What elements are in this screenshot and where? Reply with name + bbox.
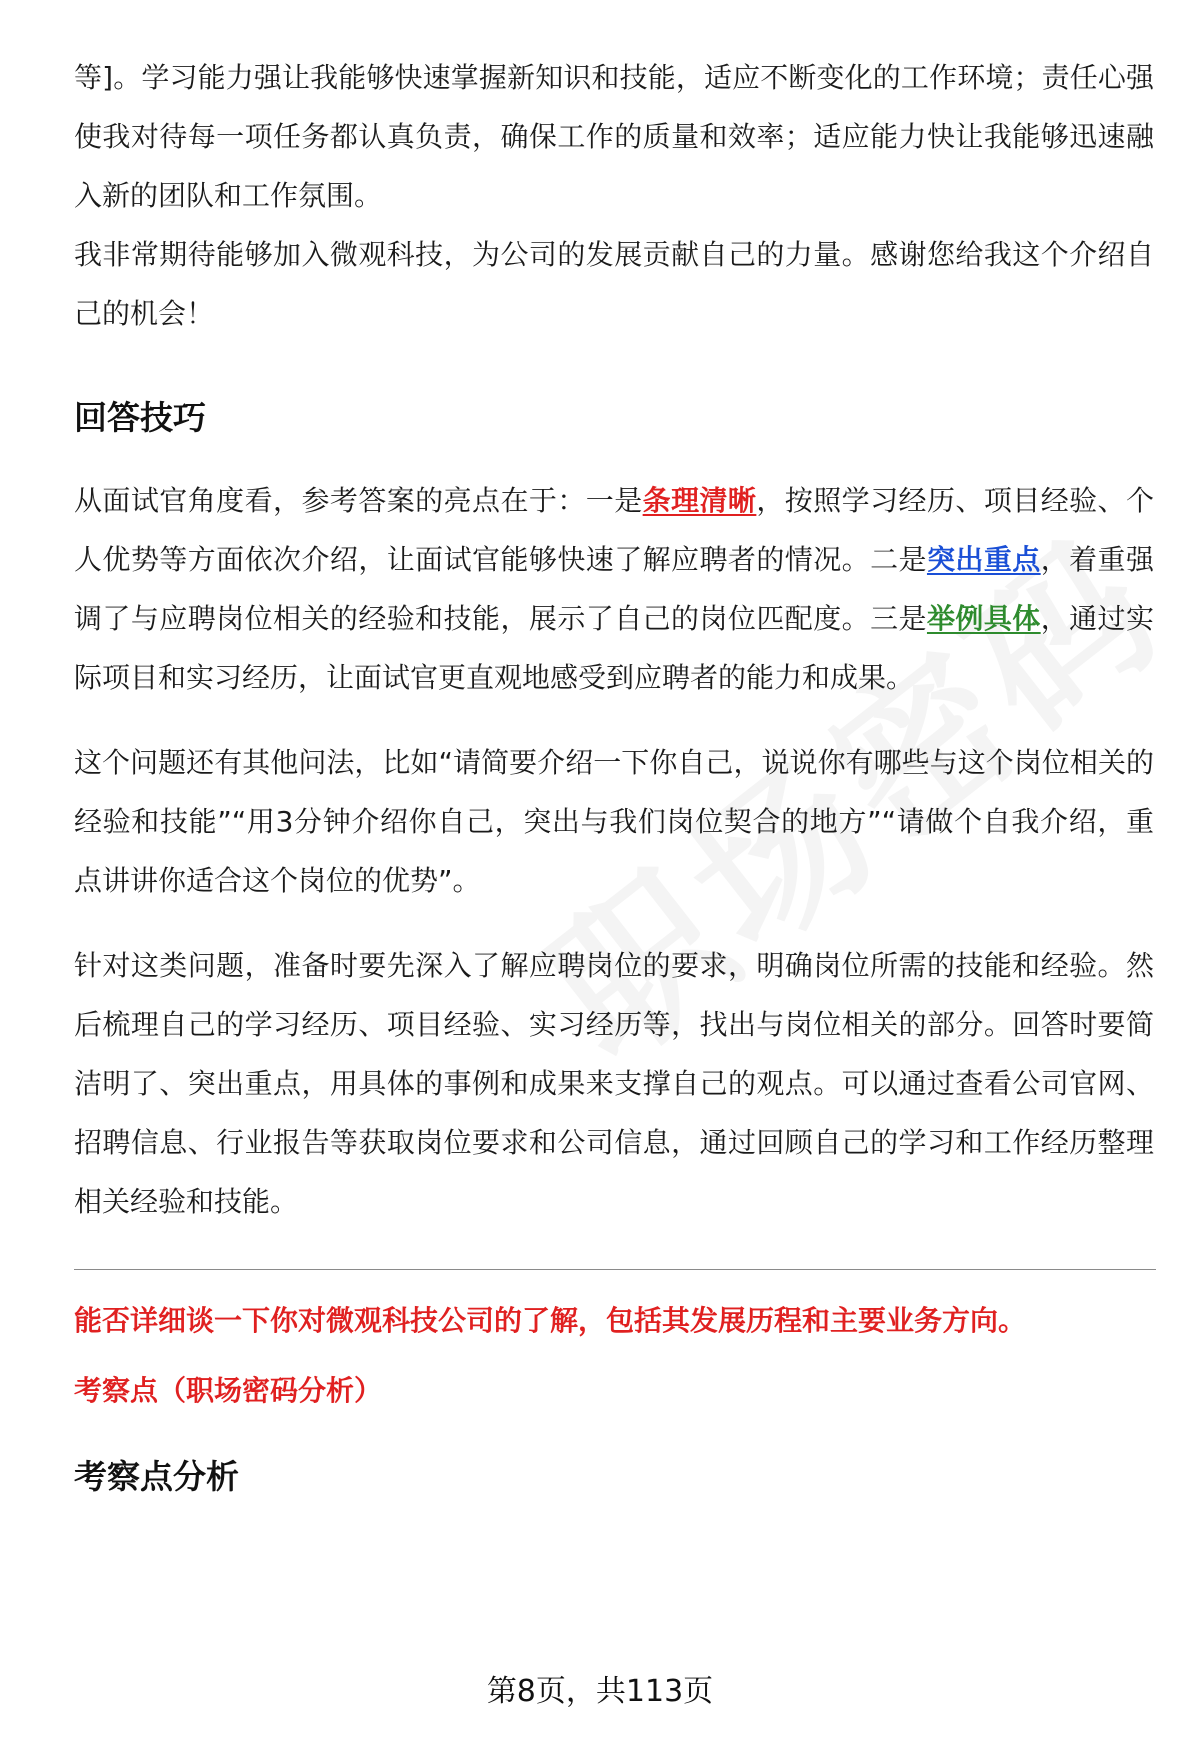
tips-text-segment: 从面试官角度看，参考答案的亮点在于：一是 <box>74 484 643 517</box>
intro-paragraph-2: 我非常期待能够加入微观科技，为公司的发展贡献自己的力量。感谢您给我这个介绍自己的机会！ <box>74 238 1154 330</box>
section-heading-analysis: 考察点分析 <box>74 1457 239 1496</box>
tips-text-segment: ，着重强调了与应聘岗位相关的经验和技能，展示了自己的岗位匹配度。三是 <box>74 543 1154 635</box>
tips-paragraph-2: 这个问题还有其他问法，比如“请简要介绍一下你自己，说说你有哪些与这个岗位相关的经验和技能”“用3分钟介绍你自己，突出与我们岗位契合的地方”“请做个自我介绍，重点讲讲你适合这个岗位的优势”。 <box>74 746 1154 897</box>
highlight-concrete-examples: 举例具体 <box>926 602 1041 635</box>
document-page <box>74 48 1154 1502</box>
tips-text-segment: ，通过实际项目和实习经历，让面试官更直观地感受到应聘者的能力和成果。 <box>74 602 1154 694</box>
focus-label: 考察点（职场密码分析） <box>74 1374 383 1407</box>
page-number: 第8页，共113页 <box>486 1674 714 1709</box>
intro-paragraph-1: 等]。学习能力强让我能够快速掌握新知识和技能，适应不断变化的工作环境；责任心强使我对待每一项任务都认真负责，确保工作的质量和效率；适应能力快让我能够迅速融入新的团队和工作氛围。 <box>74 61 1154 212</box>
section-divider <box>74 1269 1156 1270</box>
section-heading-tips: 回答技巧 <box>74 398 206 437</box>
highlight-clear-structure: 条理清晰 <box>642 484 757 517</box>
tips-paragraph-1 <box>74 471 1154 707</box>
tips-text-segment: ，按照学习经历、项目经验、个人优势等方面依次介绍，让面试官能够快速了解应聘者的情况。二是 <box>74 484 1154 576</box>
tips-paragraph-3: 针对这类问题，准备时要先深入了解应聘岗位的要求，明确岗位所需的技能和经验。然后梳理自己的学习经历、项目经验、实习经历等，找出与岗位相关的部分。回答时要简洁明了、突出重点，用具体的事例和成果来支撑自己的观点。可以通过查看公司官网、招聘信息、行业报告等获取岗位要求和公司信息，通过回顾自己的学习和工作经历整理相关经验和技能。 <box>74 949 1154 1218</box>
interview-question: 能否详细谈一下你对微观科技公司的了解，包括其发展历程和主要业务方向。 <box>74 1304 1027 1337</box>
highlight-key-points: 突出重点 <box>926 543 1041 576</box>
